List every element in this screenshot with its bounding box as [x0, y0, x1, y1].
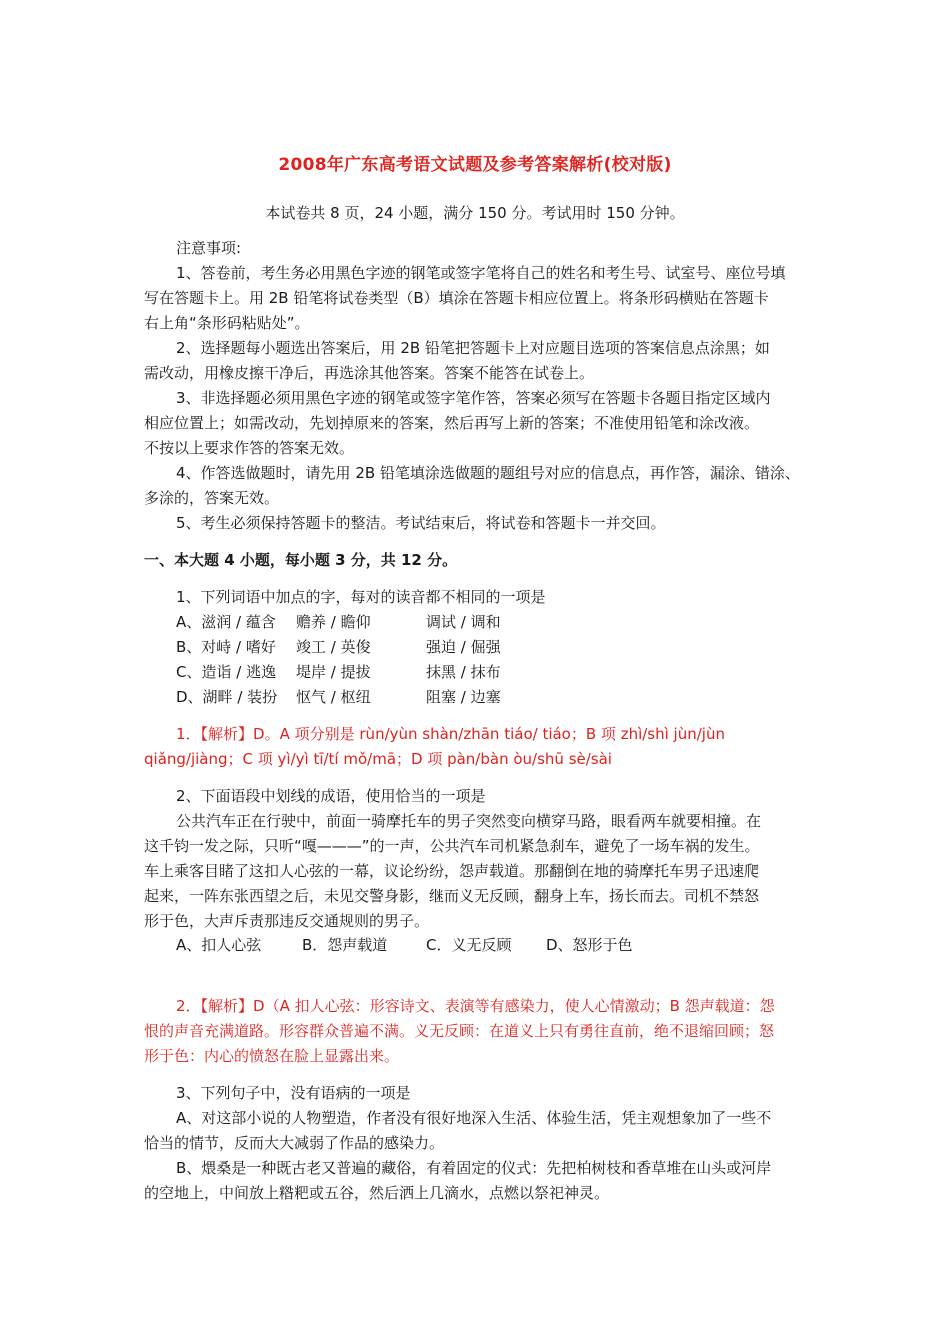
notice-line: 相应位置上；如需改动，先划掉原来的答案，然后再写上新的答案；不准使用铅笔和涂改液。 — [144, 414, 760, 432]
question-1-option-row — [176, 662, 501, 682]
notice-line: 5、考生必须保持答题卡的整洁。考试结束后，将试卷和答题卡一并交回。 — [176, 514, 666, 532]
notice-line: 不按以上要求作答的答案无效。 — [144, 439, 355, 457]
notice-heading: 注意事项: — [176, 239, 242, 257]
question-1-option-row — [176, 637, 501, 657]
option-text: B、对峙 / 嗜好 — [176, 638, 276, 656]
question-1-option-row — [176, 612, 501, 632]
question-1-option-row — [176, 687, 501, 707]
option-text: C．义无反顾 — [426, 936, 512, 954]
option-text: 阻塞 / 边塞 — [426, 688, 501, 706]
option-text: 堤岸 / 提拔 — [296, 663, 371, 681]
passage-line: 形于色，大声斥责那违反交通规则的男子。 — [144, 912, 430, 930]
option-text: A、滋润 / 蕴含 — [176, 613, 276, 631]
option-text: 赡养 / 瞻仰 — [296, 613, 371, 631]
notice-line: 2、选择题每小题选出答案后，用 2B 铅笔把答题卡上对应题目选项的答案信息点涂黑；如 — [176, 339, 770, 357]
question-3-line: 的空地上，中间放上糌粑或五谷，然后洒上几滴水，点燃以祭祀神灵。 — [144, 1184, 610, 1202]
question-1-stem: 1、下列词语中加点的字，每对的读音都不相同的一项是 — [176, 588, 546, 606]
answer-analysis: 1．【解析】D。A 项分别是 rùn/yùn shàn/zhān tiáo/ tiáo；B 项 zhì/shì jùn/jùn — [176, 725, 725, 743]
notice-line: 右上角“条形码粘贴处”。 — [144, 314, 310, 332]
notice-line: 4、作答选做题时，请先用 2B 铅笔填涂选做题的题组号对应的信息点，再作答，漏涂、错涂、 — [176, 464, 800, 482]
question-3-line: 恰当的情节，反而大大减弱了作品的感染力。 — [144, 1134, 445, 1152]
exam-info: 本试卷共 8 页，24 小题，满分 150 分。考试用时 150 分钟。 — [265, 204, 685, 222]
question-3-line: B、煨桑是一种既古老又普遍的藏俗，有着固定的仪式：先把柏树枝和香草堆在山头或河岸 — [176, 1159, 772, 1177]
question-2-options — [176, 935, 633, 955]
passage-line: 起来，一阵东张西望之后，未见交警身影，继而义无反顾，翻身上车，扬长而去。司机不禁怒 — [144, 887, 760, 905]
section-heading: 一、本大题 4 小题，每小题 3 分，共 12 分。 — [144, 551, 458, 569]
notice-line: 3、非选择题必须用黑色字迹的钢笔或签字笔作答，答案必须写在答题卡各题目指定区域内 — [176, 389, 771, 407]
option-text: 抹黑 / 抹布 — [426, 663, 501, 681]
option-text: B．怨声载道 — [302, 936, 388, 954]
answer-analysis: qiǎng/jiàng；C 项 yì/yì tī/tí mǒ/mā；D 项 pàn/bàn òu/shū sè/sài — [144, 750, 612, 768]
passage-line: 车上乘客目睹了这扣人心弦的一幕，议论纷纷，怨声载道。那翻倒在地的骑摩托车男子迅速爬 — [144, 862, 760, 880]
option-text: D、湖畔 / 装扮 — [176, 688, 278, 706]
option-text: 竣工 / 英俊 — [296, 638, 371, 656]
notice-line: 多涂的，答案无效。 — [144, 489, 280, 507]
passage-line: 公共汽车正在行驶中，前面一骑摩托车的男子突然变向横穿马路，眼看两车就要相撞。在 — [176, 812, 762, 830]
notice-line: 1、答卷前，考生务必用黑色字迹的钢笔或签字笔将自己的姓名和考生号、试室号、座位号填 — [176, 264, 786, 282]
document-title: 2008年广东高考语文试题及参考答案解析(校对版) — [278, 155, 672, 175]
option-text: D、怒形于色 — [546, 936, 633, 954]
question-3-stem: 3、下列句子中，没有语病的一项是 — [176, 1084, 411, 1102]
option-text: C、造诣 / 逃逸 — [176, 663, 277, 681]
option-text: 调试 / 调和 — [426, 613, 501, 631]
answer-analysis: 2．【解析】D（A 扣人心弦：形容诗文、表演等有感染力，使人心情激动；B 怨声载道：怨 — [176, 997, 775, 1015]
answer-analysis: 恨的声音充满道路。形容群众普遍不满。义无反顾：在道义上只有勇往直前，绝不退缩回顾；怒 — [144, 1022, 775, 1040]
option-text: 怄气 / 枢纽 — [296, 688, 371, 706]
question-2-stem: 2、下面语段中划线的成语，使用恰当的一项是 — [176, 787, 486, 805]
option-text: A、扣人心弦 — [176, 936, 262, 954]
answer-analysis: 形于色：内心的愤怒在脸上显露出来。 — [144, 1047, 400, 1065]
notice-line: 需改动，用橡皮擦干净后，再选涂其他答案。答案不能答在试卷上。 — [144, 364, 595, 382]
question-3-line: A、对这部小说的人物塑造，作者没有很好地深入生活、体验生活，凭主观想象加了一些不 — [176, 1109, 772, 1127]
option-text: 强迫 / 倔强 — [426, 638, 501, 656]
passage-line: 这千钧一发之际，只听“嘎———”的一声，公共汽车司机紧急刹车，避免了一场车祸的发生。 — [144, 837, 760, 855]
notice-line: 写在答题卡上。用 2B 铅笔将试卷类型（B）填涂在答题卡相应位置上。将条形码横贴在答题卡 — [144, 289, 769, 307]
